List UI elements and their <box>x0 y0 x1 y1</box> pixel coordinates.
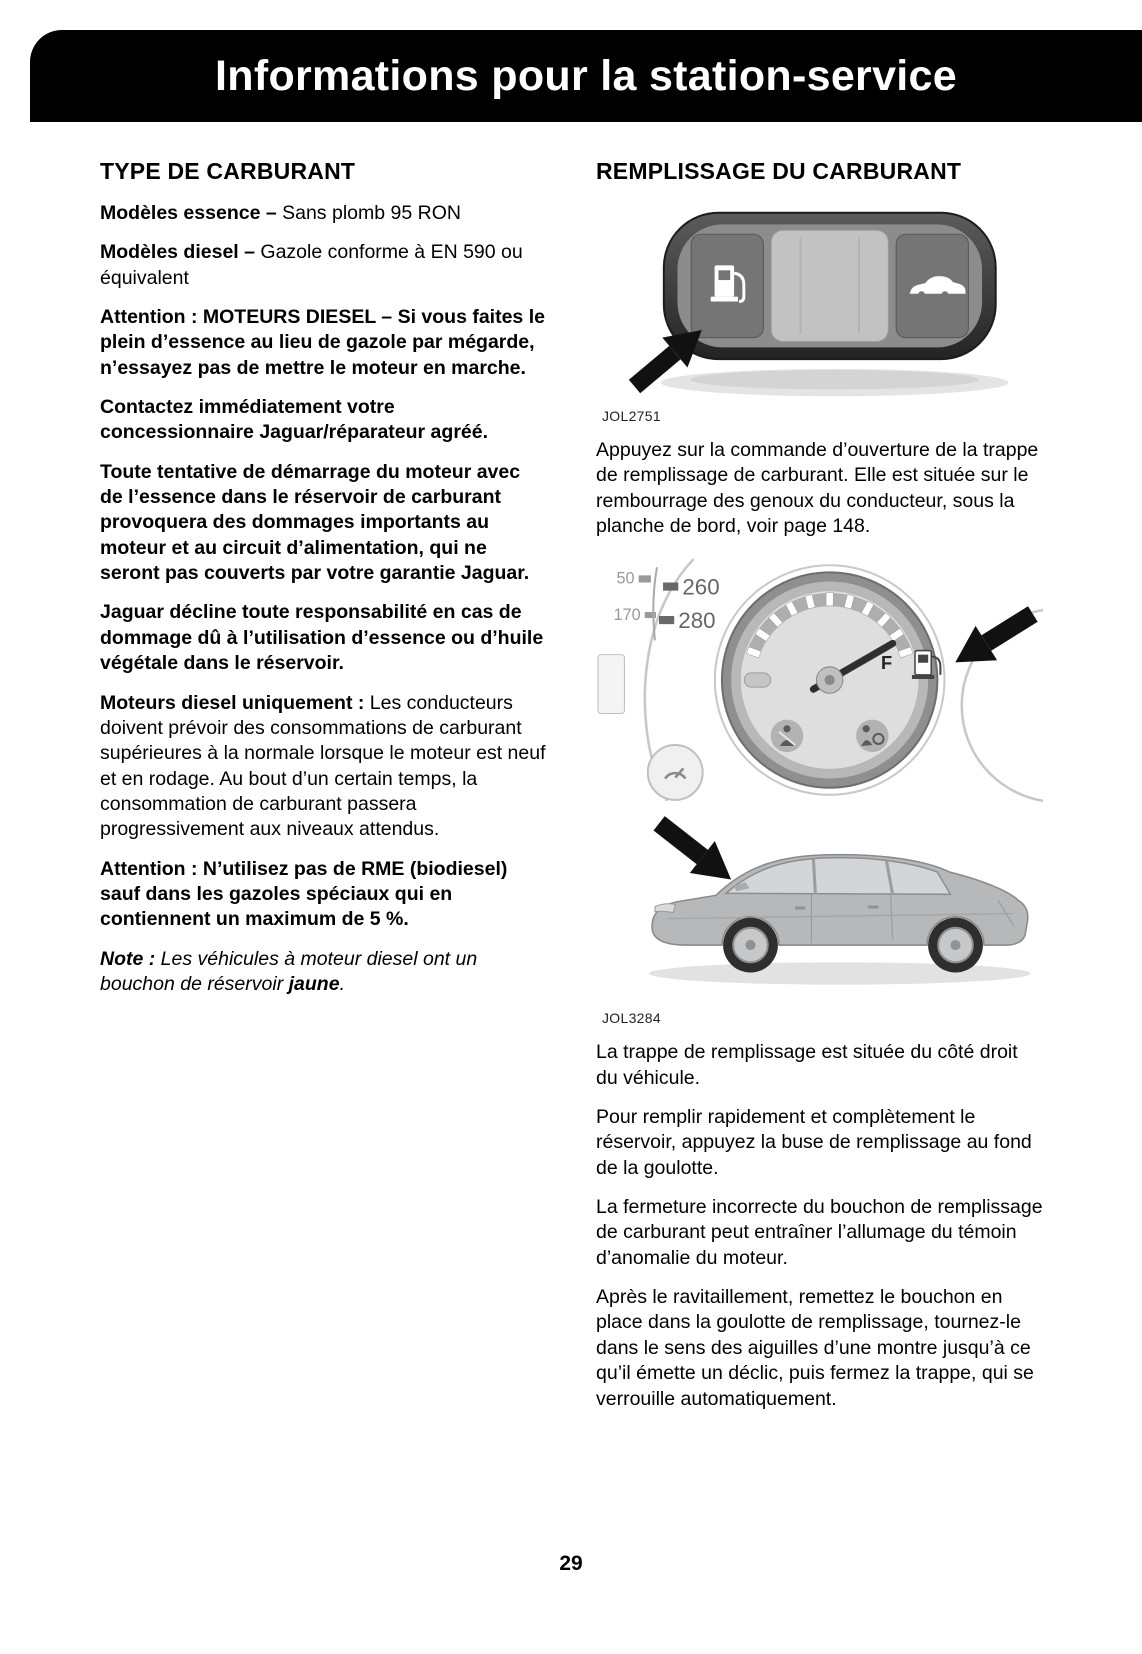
boot-release-button <box>896 234 968 337</box>
paragraph-lead-bold: Modèles essence – <box>100 202 283 224</box>
rear-wheel <box>928 918 983 973</box>
note-end: . <box>339 972 345 995</box>
airbag-warning-icon <box>856 720 889 753</box>
paragraph-toute-tentative: Toute tentative de démarrage du moteur avec de l’essence dans le réservoir de carburant provoquera des dommages importants au moteur et au circuit d’alimentation, qui ne seront pas couverts par votre garantie Jaguar. <box>100 460 530 585</box>
paragraph-text: Gazole conforme à EN 590 ou équivalent <box>100 241 523 289</box>
page-title: Informations pour la station-service <box>215 51 957 100</box>
paragraph-lead-bold: Modèles diesel – <box>100 241 261 264</box>
paragraph-jaguar-decline: Jaguar décline toute responsabilité en cas de dommage dû à l’utilisation d’essence ou d’huile végétale dans le réservoir. <box>100 601 544 675</box>
left-column <box>100 158 548 1011</box>
speed-label-260: 260 <box>682 575 720 601</box>
figure-fuel-flap-control <box>596 201 1044 424</box>
speed-label-50: 50 <box>616 569 635 588</box>
fuel-gauge <box>715 566 945 796</box>
figure1-caption: JOL2751 <box>602 408 661 424</box>
small-gauge-icon <box>648 745 703 800</box>
page-number: 29 <box>559 1552 583 1575</box>
page-header <box>30 30 1142 122</box>
note-lead: Note : <box>100 947 161 970</box>
paragraph-remplir-rapidement: Pour remplir rapidement et complètement le réservoir, appuyez la buse de remplissage au fond de la goulotte. <box>596 1106 1032 1179</box>
cluster-lcd-window <box>598 655 624 714</box>
paragraph-attention-diesel: Attention : MOTEURS DIESEL – Si vous faites le plein d’essence au lieu de gazole par mégarde, n’essayez pas de mettre le moteur en marche. <box>100 306 545 379</box>
speedometer-scale-fragment <box>614 568 720 641</box>
headlight <box>655 904 675 913</box>
panel-shadow-inner <box>690 370 979 390</box>
heading-remplissage-du-carburant: REMPLISSAGE DU CARBURANT <box>596 158 962 184</box>
pointer-arrow-icon <box>945 597 1043 680</box>
pointer-arrow-icon <box>647 808 744 896</box>
car-side-illustration <box>596 805 1043 1008</box>
paragraph-moteurs-diesel-uniquement <box>100 691 548 843</box>
paragraph-modeles-essence <box>100 201 548 226</box>
gauge-full-label: F <box>880 652 893 674</box>
paragraph-contactez: Contactez immédiatement votre concessionnaire Jaguar/réparateur agréé. <box>100 396 489 444</box>
paragraph-attention-rme: Attention : N’utilisez pas de RME (biodiesel) sauf dans les gazoles spéciaux qui en contiennent un maximum de 5 %. <box>100 857 508 931</box>
heading-type-de-carburant: TYPE DE CARBURANT <box>100 158 356 184</box>
seatbelt-warning-icon <box>771 720 804 753</box>
note-paragraph <box>100 947 548 998</box>
front-wheel <box>723 918 778 973</box>
paragraph-apres-ravitaillement: Après le ravitaillement, remettez le bouchon en place dans la goulotte de remplissage, tournez-le dans le sens des aiguilles d’une montre jusqu’à ce qu’il émette un déclic, puis fermez la trappe, qui se verrouille automatiquement. <box>596 1286 1034 1410</box>
fuel-flap-release-button <box>691 234 763 337</box>
paragraph-text: Les conducteurs doivent prévoir des consommations de carburant supérieures à la normale lorsque le moteur est neuf et en rodage. Au bout d’un certain temps, la consommation de carburant passera progressivement aux niveaux attendus. <box>100 691 546 841</box>
paragraph-modeles-diesel <box>100 240 548 291</box>
figure-fuel-filler-location <box>596 553 1044 1026</box>
note-bold-word: jaune <box>288 972 340 995</box>
right-column <box>596 158 1044 1426</box>
speed-label-170: 170 <box>613 606 641 625</box>
trip-reset-slot <box>744 673 770 687</box>
paragraph-lead-bold: Moteurs diesel uniquement : <box>100 691 370 714</box>
speed-label-280: 280 <box>678 608 716 634</box>
fuel-flap-control-illustration <box>605 201 1035 406</box>
figure2-caption: JOL3284 <box>602 1010 661 1027</box>
note-text: Les véhicules à moteur diesel ont un bouchon de réservoir <box>100 947 478 995</box>
paragraph-appuyez-commande: Appuyez sur la commande d’ouverture de la trappe de remplissage de carburant. Elle est située sur le rembourrage des genoux du conducteur, sous la planche de bord, voir page 148. <box>596 439 1039 538</box>
content-columns <box>100 158 1044 1426</box>
paragraph-trappe-cote-droit: La trappe de remplissage est située du côté droit du véhicule. <box>596 1041 1018 1089</box>
paragraph-text: Sans plomb 95 RON <box>282 202 461 224</box>
paragraph-fermeture-incorrecte: La fermeture incorrecte du bouchon de remplissage de carburant peut entraîner l’allumage du témoin d’anomalie du moteur. <box>596 1196 1043 1269</box>
center-rocker <box>771 230 888 341</box>
instrument-cluster-illustration <box>596 553 1043 805</box>
